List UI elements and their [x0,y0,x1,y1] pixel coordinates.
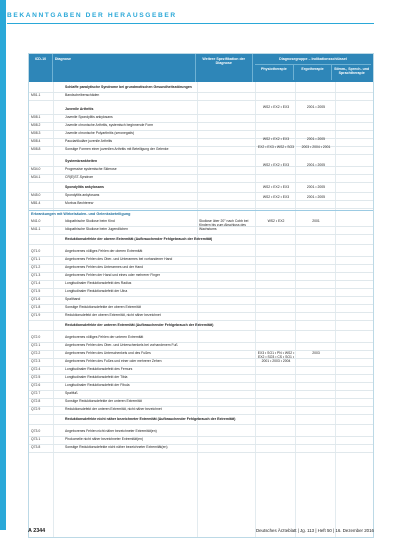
icd-code: Q71.3 [31,273,41,277]
diagnosis-text: Sonstige Reduktionsdefekte der unteren Extremität [65,399,142,403]
row-divider [29,320,373,321]
diagnosis-group-heading: Reduktionsdefekte nicht näher bezeichneter Extremität (Aufbrauchender Fehlgebrauch der Extremität) [65,417,236,421]
diagnosis-text: Angeborenes Fehlen des Unterschenkels und des Fußes [65,351,151,355]
diagnosis-text: Progressive systemische Sklerose [65,167,117,171]
diagnosis-group-heading: Schlaffe paralytische Syndrome bei grundmotischen Gesundheitsstörungen [65,85,192,89]
journal-citation: Deutsches Ärzteblatt | Jg. 113 | Heft 50 | 16. Dezember 2016 [255,528,374,533]
column-divider [53,82,54,537]
diagnosis-text: Juvenile Spondylitis ankylosans [65,115,113,119]
icd-code: Q73.8 [31,445,41,449]
row-divider [29,154,373,155]
icd-code: Q72.8 [31,399,41,403]
ergotherapy-key: 2001 [312,219,320,223]
icd-code: M08.2 [31,123,41,127]
diagnosis-text: Reduktionsdefekt der unteren Extremität, nicht näher bezeichnet [65,407,162,411]
column-header-physiotherapy: Physiotherapie [255,65,294,80]
ergotherapy-key: 2003 • 2004 • 2001 [301,145,331,149]
diagnosis-text: Pauciartikuläre juvenile Arthritis [65,139,113,143]
section-divider [29,210,373,211]
diagnosis-text: Sonstige Formen einer juvenilen Arthritis mit Beteiligung der Gelenke [65,147,169,151]
diagnosis-text: Sonstige Reduktionsdefekte der oberen Extremität [65,305,141,309]
column-divider [335,82,336,537]
icd-code: Q72.2 [31,351,41,355]
ergotherapy-key: 2001 • 2005 [306,185,326,189]
table-header [29,54,373,82]
icd-code: Q71.5 [31,289,41,293]
icd-code: Q71.4 [31,281,41,285]
ergotherapy-key: 2001 • 2005 [306,105,326,109]
table-body [29,82,373,537]
diagnosis-text: Angeborenes Fehlen nicht näher bezeichneter Extremität(en) [65,429,157,433]
ergotherapy-key: 2003 [312,351,320,355]
diagnosis-text: Phokomelie nicht näher bezeichneter Extremität(en) [65,437,144,441]
physiotherapy-key: EX3 • SO1 • PN • WS2 • EX2 • SO3 • CS • SO1 • 2001 • 2003 • 2004 [257,351,295,363]
diagnosis-text: Angeborenes völliges Fehlen der unteren Extremität [65,335,144,339]
diagnosis-text: Longitudinaler Reduktionsdefekt des Radius [65,281,132,285]
physiotherapy-key: WS2 • EX2 • EX3 [262,185,290,189]
icd-code: M08.1 [31,115,41,119]
diagnosis-text: Bandscheibenschäden [65,93,100,97]
icd-code: Q73.1 [31,437,41,441]
diagnosis-text: Juvenile chronische Arthritis, systemisch beginnende Form [65,123,154,127]
row-divider [29,244,373,245]
ergotherapy-key: 2001 • 2005 [306,137,326,141]
diagnosis-text: Longitudinaler Reduktionsdefekt der Fibula [65,383,130,387]
icd-code: M08.3 [31,131,41,135]
icd-code: M34.0 [31,167,41,171]
diagnosis-text: Angeborenes Fehlen der Hand und eines oder mehrerer Finger [65,273,160,277]
column-header-icd: ICD-10 [29,54,53,82]
icd-code: M41.1 [31,227,41,231]
section-heading: Erkrankungen mit Wirbelsäulen- und Gelenksbeteiligung [31,212,131,216]
icd-code: Q72.0 [31,335,41,339]
column-header-diagnosis: Diagnose [53,54,196,82]
row-divider [29,296,373,297]
row-divider [29,208,373,209]
icd-code: Q71.0 [31,249,41,253]
icd-code: Q72.1 [31,343,41,347]
column-header-ergotherapy: Ergotherapie [294,65,333,80]
icd-code: M81.4 [31,201,41,205]
diagnosis-group-heading: Reduktionsdefekte der unteren Extremität (Aufbrauchender Fehlgebrauch der Extremität) [65,323,214,327]
ergotherapy-key: 2001 • 2005 [306,195,326,199]
column-divider [255,82,256,537]
row-divider [29,330,373,331]
diagnosis-text: Reduktionsdefekt der oberen Extremität, nicht näher bezeichnet [65,313,161,317]
page-number: A 2344 [28,528,46,534]
section-header: BEKANNTGABEN DER HERAUSGEBER [7,12,177,19]
diagnosis-text: Spalthand [65,297,81,301]
specification-text: Skoliose über 20° nach Cobb bei Kindern bis zum Abschluss des Wachstums [199,219,249,231]
row-divider [29,452,373,453]
diagnosis-group-heading: Reduktionsdefekte der oberen Extremität (Aufbrauchender Fehlgebrauch der Extremität) [65,237,213,241]
physiotherapy-key: EX2 • EX3 • WS2 • SO3 [257,145,295,149]
row-divider [29,424,373,425]
icd-code: Q71.6 [31,297,41,301]
row-divider [29,100,373,101]
diagnosis-text: Idiopathische Skoliose beim Kind [65,219,115,223]
diagnosis-group-heading: Juvenile Arthritis [65,107,94,111]
row-divider [29,390,373,391]
column-header-speech-therapy: Stimm-, Sprech- und Sprachtherapie [334,67,370,75]
column-header-group [253,54,373,82]
column-divider [295,82,296,537]
diagnosis-text: Spaltfuß [65,391,78,395]
row-divider [29,414,373,415]
icd-code: M08.4 [31,139,41,143]
diagnosis-text: Angeborenes völliges Fehlen der oberen Extremität [65,249,143,253]
header-divider [7,23,374,24]
diagnosis-group-heading: Spondylitis ankylosans [65,185,104,189]
diagnosis-text: Angeborenes Fehlen des Ober- und Unterschenkels bei vorhandenem Fuß [65,343,178,347]
diagnosis-text: CR(E)ST-Syndrom [65,175,94,179]
icd-code: Q71.1 [31,257,41,261]
diagnosis-text: Angeborenes Fehlen des Fußes und einer oder mehrerer Zehen [65,359,162,363]
diagnosis-text: Angeborenes Fehlen des Ober- und Unterarmes bei vorhandener Hand [65,257,173,261]
physiotherapy-key: WS2 • EX2 • EX3 [262,163,290,167]
physiotherapy-key: WS2 • EX2 • EX3 [262,105,290,109]
diagnosis-text: Angeborenes Fehlen des Unterarmes und der Hand [65,265,144,269]
icd-code: M08.8 [31,147,41,151]
icd-code: M34.1 [31,175,41,179]
icd-code: Q72.6 [31,383,41,387]
physiotherapy-key: WS2 • EX2 • EX3 [262,195,290,199]
icd-code: Q71.9 [31,313,41,317]
row-divider [29,234,373,235]
diagnosis-text: Longitudinaler Reduktionsdefekt des Femurs [65,367,133,371]
column-header-specification: Weitere Spezifikation der Diagnose [196,54,254,82]
diagnosis-text: Sonstige Reduktionsdefekte nicht näher bezeichneter Extremität(en) [65,445,168,449]
diagnosis-text: Morbus Bechterew [65,201,94,205]
physiotherapy-key: WS2 • EX2 [267,219,285,223]
icd-code: M45.0 [31,193,41,197]
icd-code: M41.0 [31,219,41,223]
physiotherapy-key: WS2 • EX2 • EX3 [262,137,290,141]
ergotherapy-key: 2001 • 2005 [306,163,326,167]
row-divider [29,182,373,183]
diagnosis-text: Idiopathische Skoliose beim Jugendlichen [65,227,128,231]
icd-code: Q71.8 [31,305,41,309]
icd-code: Q72.3 [31,359,41,363]
icd-code: Q72.9 [31,407,41,411]
icd-code: Q71.2 [31,265,41,269]
diagnosis-text: Spondylitis ankylosans [65,193,100,197]
diagnosis-text: Juvenile chronische Polyarthritis (seronegativ) [65,131,135,135]
diagnosis-text: Longitudinaler Reduktionsdefekt der Ulna [65,289,128,293]
icd-code: Q72.5 [31,375,41,379]
diagnosis-group-heading: Systemkrankheiten [65,159,98,163]
column-header-group-title: Diagnosegruppe – Indikationsschlüssel [255,56,371,65]
icd-code: Q72.7 [31,391,41,395]
diagnosis-table [28,53,374,538]
icd-code: Q72.4 [31,367,41,371]
diagnosis-text: Longitudinaler Reduktionsdefekt der Tibia [65,375,128,379]
sidebar-accent-bar [0,0,6,530]
icd-code: M51.1 [31,93,41,97]
icd-code: Q73.0 [31,429,41,433]
